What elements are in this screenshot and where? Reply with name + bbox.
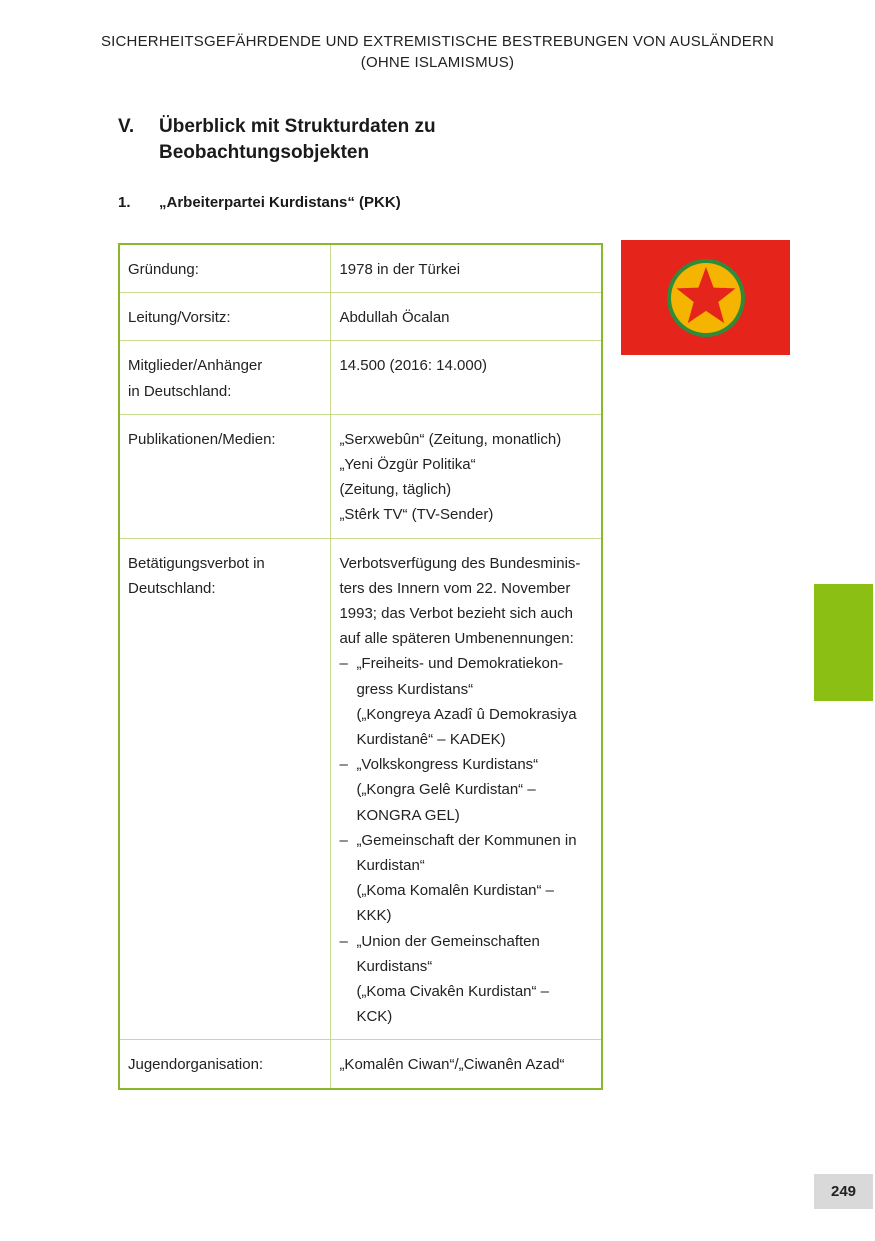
renamed-organization-line: KONGRA GEL) bbox=[356, 806, 460, 824]
renamed-organization-line: „Gemeinschaft der Kommunen in bbox=[356, 831, 577, 849]
structure-data-table-body bbox=[119, 244, 602, 1089]
row-value bbox=[331, 293, 602, 341]
row-value bbox=[331, 341, 602, 414]
row-label-line: Gründung: bbox=[128, 261, 199, 278]
table-row bbox=[119, 341, 602, 414]
row-value-line: ters des Innern vom 22. November bbox=[339, 579, 571, 597]
table-row bbox=[119, 244, 602, 293]
row-label bbox=[119, 1040, 331, 1089]
row-value bbox=[331, 414, 602, 538]
row-value-line: „Stêrk TV“ (TV-Sender) bbox=[339, 506, 494, 524]
row-value-line: 1993; das Verbot bezieht sich auch bbox=[339, 605, 573, 623]
row-label bbox=[119, 538, 331, 1040]
dash-bullet: – bbox=[339, 655, 348, 673]
table-row bbox=[119, 414, 602, 538]
pkk-flag-icon bbox=[621, 240, 790, 355]
row-value-line: „Yeni Özgür Politika“ bbox=[339, 456, 476, 474]
structure-data-table bbox=[118, 243, 603, 1090]
section-number: V. bbox=[118, 116, 135, 137]
row-label-line: in Deutschland: bbox=[128, 382, 232, 400]
dash-bullet: – bbox=[339, 932, 348, 950]
row-value-line: Verbotsverfügung des Bundesminis- bbox=[339, 554, 581, 572]
row-value bbox=[331, 244, 602, 293]
running-head-line-2: (OHNE ISLAMISMUS) bbox=[360, 54, 515, 71]
dash-bullet: – bbox=[339, 756, 348, 774]
row-value-line: (Zeitung, täglich) bbox=[339, 481, 452, 499]
renamed-organization-item bbox=[339, 752, 594, 828]
renamed-organization-line: „Freiheits- und Demokratiekon- bbox=[356, 655, 564, 673]
renamed-organization-line: „Union der Gemeinschaften bbox=[356, 932, 540, 950]
running-head bbox=[0, 31, 875, 73]
row-label-line: Mitglieder/Anhänger bbox=[128, 357, 263, 375]
row-value-line: „Serxwebûn“ (Zeitung, monatlich) bbox=[339, 430, 562, 448]
row-label-line: Deutschland: bbox=[128, 579, 216, 597]
row-label bbox=[119, 414, 331, 538]
row-value-line: „Komalên Ciwan“/„Ciwanên Azad“ bbox=[339, 1056, 565, 1074]
row-value bbox=[331, 1040, 602, 1089]
renamed-organization-line: KCK) bbox=[356, 1008, 393, 1026]
renamed-organization-line: („Kongreya Azadî û Demokrasiya bbox=[356, 705, 577, 723]
renamed-organization-item bbox=[339, 651, 594, 752]
running-head-line-1: SICHERHEITSGEFÄHRDENDE UND EXTREMISTISCHE BESTREBUNGEN VON AUSLÄNDERN bbox=[100, 33, 775, 50]
row-value-line: 1978 in der Türkei bbox=[339, 261, 461, 278]
renamed-organization-item bbox=[339, 929, 594, 1030]
chapter-side-tab bbox=[814, 584, 873, 701]
renamed-organization-line: KKK) bbox=[356, 907, 392, 925]
renamed-organization-line: („Koma Komalên Kurdistan“ – bbox=[356, 882, 555, 900]
table-row bbox=[119, 538, 602, 1040]
table-row bbox=[119, 293, 602, 341]
section-title-line-1: Überblick mit Strukturdaten zu bbox=[159, 116, 436, 137]
row-label-line: Jugendorganisation: bbox=[128, 1056, 264, 1074]
row-label-line: Publikationen/Medien: bbox=[128, 430, 276, 448]
renamed-organization-line: Kurdistanê“ – KADEK) bbox=[356, 731, 506, 749]
section-title-line-2: Beobachtungsobjekten bbox=[159, 142, 370, 163]
subsection-number: 1. bbox=[118, 194, 131, 211]
row-value bbox=[331, 538, 602, 1040]
row-label bbox=[119, 293, 331, 341]
row-label-line: Betätigungsverbot in bbox=[128, 554, 265, 572]
subsection-title: „Arbeiterpartei Kurdistans“ (PKK) bbox=[159, 194, 401, 211]
page-number: 249 bbox=[814, 1174, 873, 1209]
row-label bbox=[119, 244, 331, 293]
renamed-organization-line: gress Kurdistans“ bbox=[356, 680, 474, 698]
row-value-line: Abdullah Öcalan bbox=[339, 309, 450, 327]
row-label-line: Leitung/Vorsitz: bbox=[128, 309, 231, 327]
renamed-organization-line: „Volkskongress Kurdistans“ bbox=[356, 756, 539, 774]
dash-bullet: – bbox=[339, 831, 348, 849]
renamed-organization-line: Kurdistans“ bbox=[356, 957, 433, 975]
row-value-line: auf alle späteren Umbenennungen: bbox=[339, 630, 574, 648]
section-title bbox=[159, 114, 489, 166]
table-row bbox=[119, 1040, 602, 1089]
renamed-organization-item bbox=[339, 828, 594, 929]
renamed-organization-line: Kurdistan“ bbox=[356, 857, 425, 875]
row-label bbox=[119, 341, 331, 414]
renamed-organization-line: („Kongra Gelê Kurdistan“ – bbox=[356, 781, 536, 799]
renamed-organization-line: („Koma Civakên Kurdistan“ – bbox=[356, 983, 550, 1001]
row-value-line: 14.500 (2016: 14.000) bbox=[339, 357, 488, 375]
